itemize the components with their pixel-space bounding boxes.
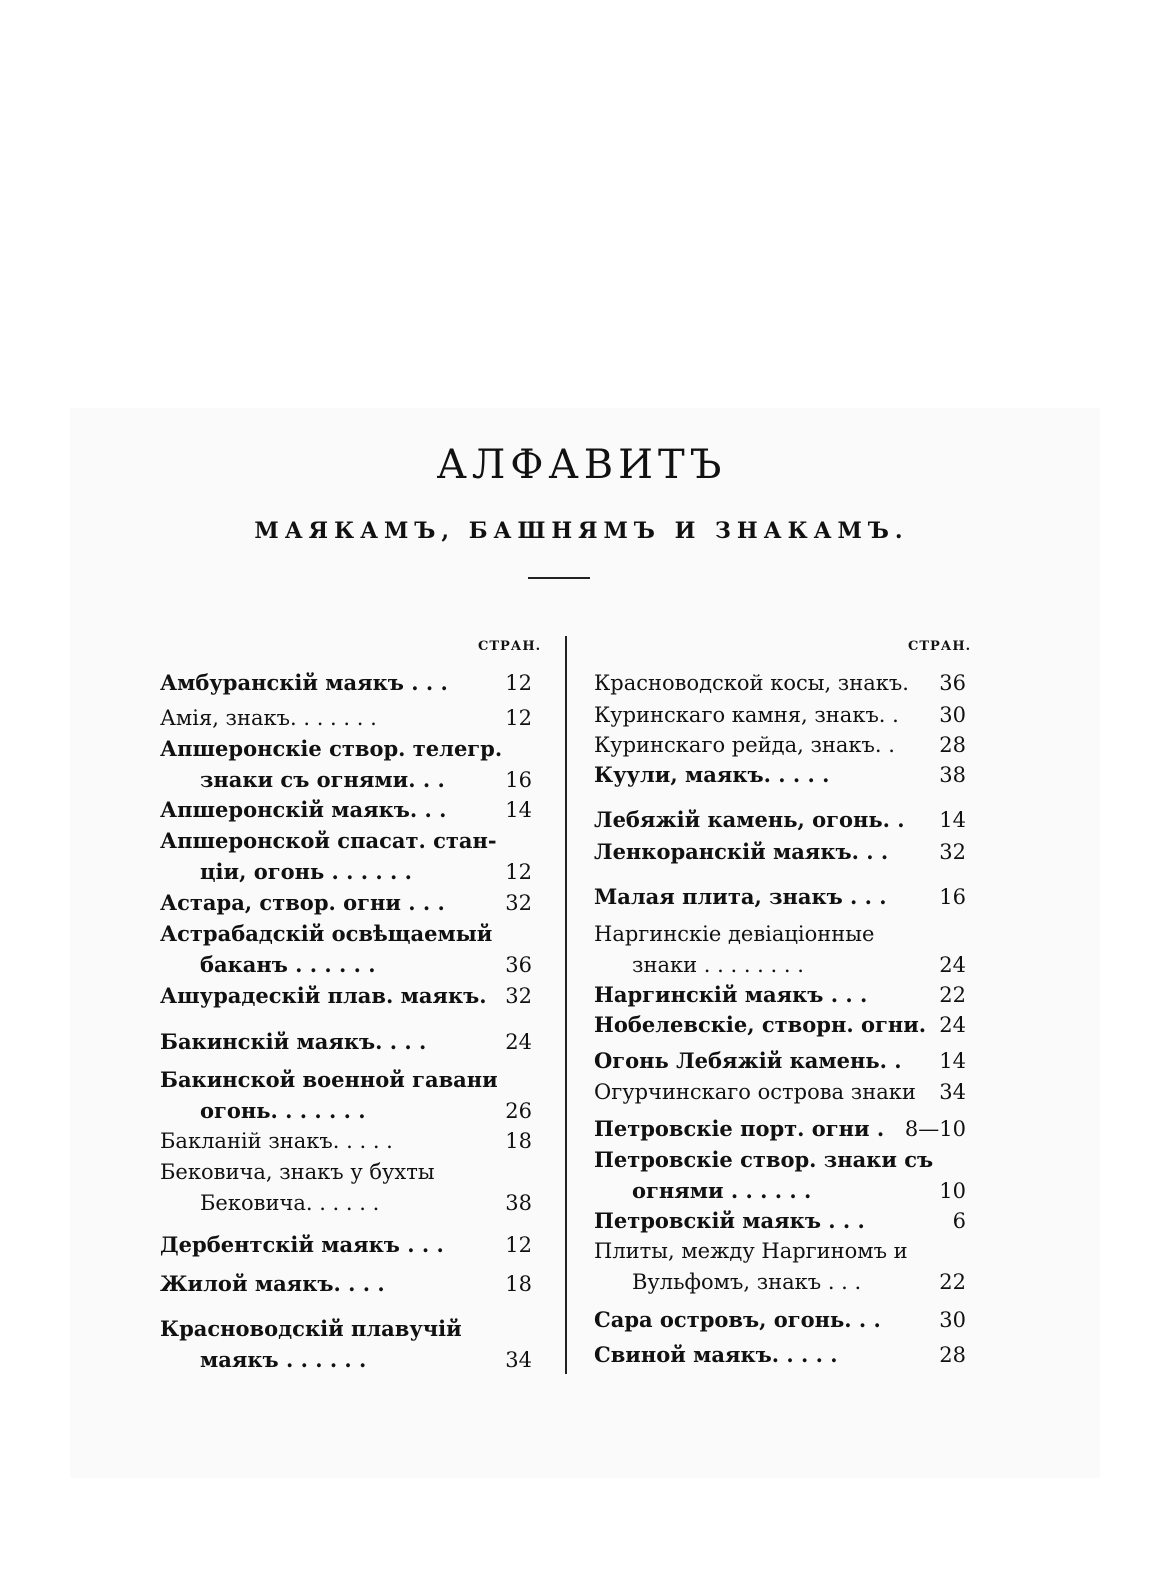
left-entry-text: Амія, знакъ. . . . . . .: [160, 706, 377, 730]
left-entry-text: Бакинскій маякъ. . . .: [160, 1029, 427, 1054]
title-rule: [528, 577, 590, 579]
right-entry-text: Сара островъ, огонь. . .: [594, 1307, 881, 1332]
left-entry-page: 12: [505, 706, 532, 730]
right-column-header: СТРАН.: [908, 639, 972, 654]
left-entry-page: 18: [505, 1129, 532, 1153]
right-entry-text: Нобелевскіе, створн. огни.: [594, 1012, 927, 1037]
left-entry-text: знаки съ огнями. . .: [200, 767, 445, 792]
left-entry-page: 24: [505, 1030, 532, 1054]
right-entry-page: 22: [939, 1270, 966, 1294]
right-entry-text: Огонь Лебяжій камень. .: [594, 1048, 902, 1073]
page-title: АЛФАВИТЪ: [436, 442, 727, 488]
right-entry-page: 24: [939, 953, 966, 977]
left-entry-page: 38: [505, 1191, 532, 1215]
right-entry-text: Ленкоранскій маякъ. . .: [594, 839, 889, 864]
left-entry-text: баканъ . . . . . .: [200, 952, 376, 977]
right-entry-text: Наргинскіе девіаціонные: [594, 922, 875, 946]
right-entry-text: Плиты, между Наргиномъ и: [594, 1239, 908, 1263]
right-entry-text: Куули, маякъ. . . . .: [594, 762, 830, 787]
right-entry-page: 22: [939, 983, 966, 1007]
left-entry-page: 14: [505, 798, 532, 822]
right-entry-text: огнями . . . . . .: [632, 1178, 812, 1203]
left-column-header: СТРАН.: [478, 639, 542, 654]
left-entry-text: ціи, огонь . . . . . .: [200, 859, 412, 884]
right-entry-page: 14: [939, 1049, 966, 1073]
left-entry-page: 32: [505, 891, 532, 915]
right-entry-page: 36: [939, 671, 966, 695]
right-entry-text: Петровскіе створ. знаки съ: [594, 1147, 934, 1172]
left-entry-text: Бакинской военной гавани: [160, 1067, 498, 1092]
left-entry-text: Бековича, знакъ у бухты: [160, 1160, 435, 1184]
page-subtitle: МАЯКАМЪ, БАШНЯМЪ И ЗНАКАМЪ.: [254, 518, 909, 544]
left-entry-text: Дербентскій маякъ . . .: [160, 1232, 444, 1257]
left-entry-page: 34: [505, 1348, 532, 1372]
left-entry-text: маякъ . . . . . .: [200, 1347, 367, 1372]
right-entry-text: знаки . . . . . . . .: [632, 953, 804, 977]
right-entry-page: 14: [939, 808, 966, 832]
left-entry-text: Апшеронскій маякъ. . .: [160, 797, 447, 822]
left-entry-text: огонь. . . . . . .: [200, 1098, 366, 1123]
left-entry-text: Астрабадскій освѣщаемый: [160, 921, 493, 946]
right-entry-text: Малая плита, знакъ . . .: [594, 884, 887, 909]
right-entry-page: 24: [939, 1013, 966, 1037]
left-entry-text: Амбуранскій маякъ . . .: [160, 670, 448, 695]
right-entry-text: Лебяжій камень, огонь. .: [594, 807, 905, 832]
right-entry-text: Куринскаго рейда, знакъ. .: [594, 733, 895, 757]
right-entry-text: Петровскіе порт. огни .: [594, 1116, 885, 1141]
left-entry-text: Красноводскій плавучій: [160, 1316, 462, 1341]
left-entry-text: Апшеронскіе створ. телегр.: [160, 736, 503, 761]
right-entry-page: 8—10: [904, 1117, 966, 1141]
right-entry-text: Красноводской косы, знакъ.: [594, 671, 909, 695]
right-entry-text: Петровскій маякъ . . .: [594, 1208, 865, 1233]
right-entry-text: Вульфомъ, знакъ . . .: [632, 1270, 862, 1294]
left-entry-text: Бакланій знакъ. . . . .: [160, 1129, 393, 1153]
right-entry-page: 32: [939, 840, 966, 864]
left-entry-text: Астара, створ. огни . . .: [160, 890, 445, 915]
right-entry-page: 30: [939, 703, 966, 727]
left-entry-page: 32: [505, 984, 532, 1008]
right-entry-text: Куринскаго камня, знакъ. .: [594, 703, 899, 727]
right-entry-page: 10: [939, 1179, 966, 1203]
left-entry-page: 12: [505, 860, 532, 884]
right-entry-text: Огурчинскаго острова знаки: [594, 1080, 916, 1104]
left-entry-text: Ашурадескій плав. маякъ.: [160, 983, 487, 1008]
left-entry-page: 18: [505, 1272, 532, 1296]
right-entry-page: 6: [952, 1209, 966, 1233]
left-entry-text: Жилой маякъ. . . .: [160, 1271, 385, 1296]
left-entry-page: 12: [505, 1233, 532, 1257]
right-entry-text: Свиной маякъ. . . . .: [594, 1342, 838, 1367]
left-entry-page: 16: [505, 768, 532, 792]
right-entry-page: 30: [939, 1308, 966, 1332]
right-entry-page: 28: [939, 1343, 966, 1367]
right-entry-page: 34: [939, 1080, 966, 1104]
left-entry-page: 12: [505, 671, 532, 695]
left-entry-text: Бековича. . . . . .: [200, 1191, 380, 1215]
right-entry-page: 16: [939, 885, 966, 909]
right-entry-page: 28: [939, 733, 966, 757]
left-entry-page: 26: [505, 1099, 532, 1123]
left-entry-page: 36: [505, 953, 532, 977]
right-entry-text: Наргинскій маякъ . . .: [594, 982, 868, 1007]
right-entry-page: 38: [939, 763, 966, 787]
column-divider: [565, 636, 567, 1374]
left-entry-text: Апшеронской спасат. стан-: [160, 828, 497, 853]
